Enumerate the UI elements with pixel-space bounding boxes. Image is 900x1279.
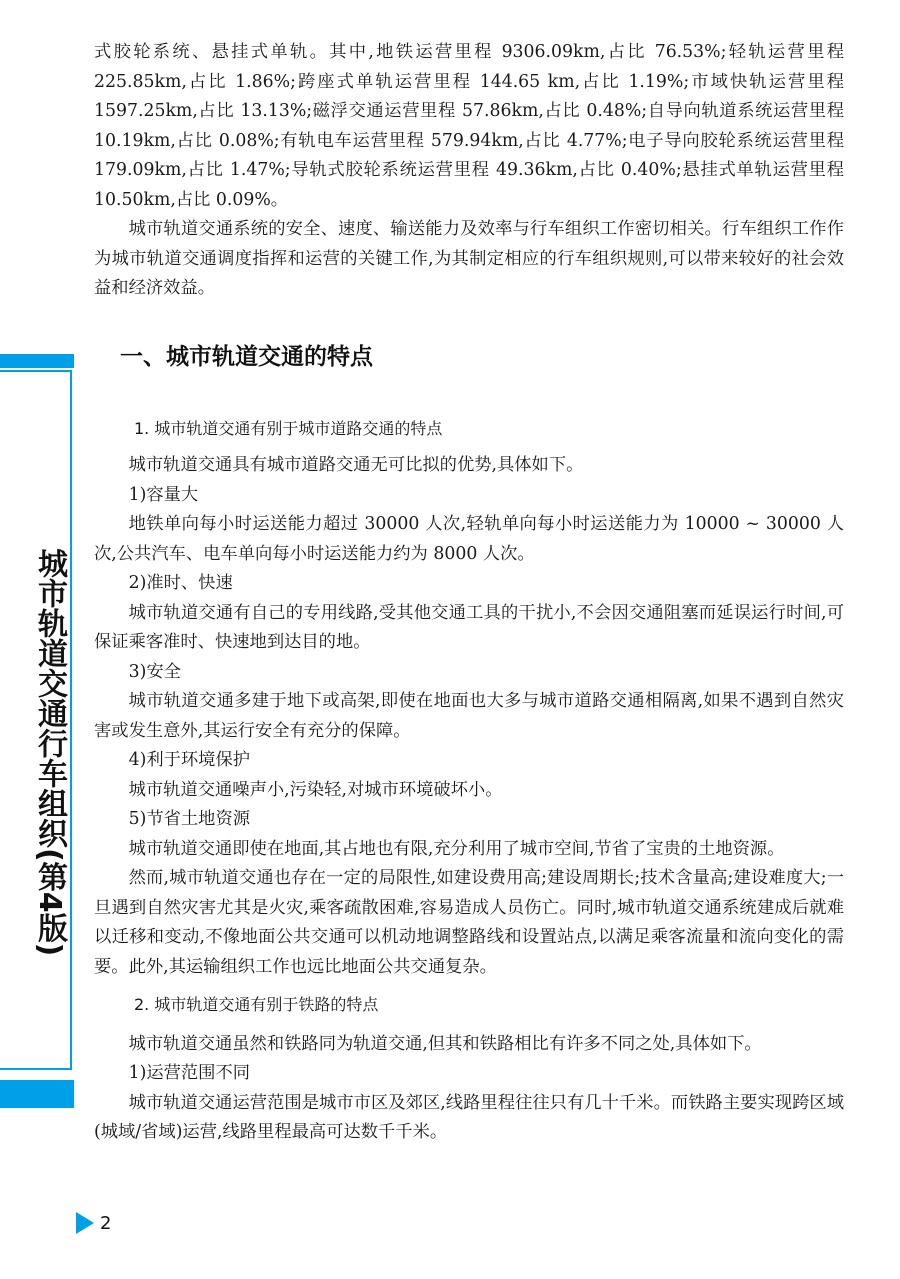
subsection-2-lead: 城市轨道交通虽然和铁路同为轨道交通,但其和铁路相比有许多不同之处,具体如下。 [128,1033,762,1054]
item-text: 地铁单向每小时运送能力超过 30000 人次,轻轨单向每小时运送能力为 10000 ~ 30000 人次,公共汽车、电车单向每小时运送能力约为 8000 人次。 [94,514,844,564]
item-text: 城市轨道交通噪声小,污染轻,对城市环境破坏小。 [128,779,503,800]
item-text: 城市轨道交通多建于地下或高架,即使在地面也大多与城市道路交通相隔离,如果不遇到自然灾害或发生意外,其运行安全有充分的保障。 [94,691,844,741]
intro-paragraph-continued: 式胶轮系统、悬挂式单轨。其中,地铁运营里程 9306.09km,占比 76.53%;轻轨运营里程 225.85km,占比 1.86%;跨座式单轨运营里程 144.65 km,占比 1.19%;市域快轨运营里程 1597.25km,占比 13.13%;磁浮交通运营里程 57.86km,占比 0.48%;自导向轨道系统运营里程10.19km,占比 0.08%;有轨电车运营里程 579.94km,占比 4.77%;电子导向胶轮系统运营里程 179.09km,占比 1.47%;导轨式胶轮系统运营里程 49.36km,占比 0.40%;悬挂式单轨运营里程 10.50km,占比 0.09%。 [94,42,844,210]
page-number: 2 [100,1212,112,1234]
item-text: 城市轨道交通运营范围是城市市区及郊区,线路里程往往只有几十千米。而铁路主要实现跨区域(城域/省域)运营,线路里程最高可达数千千米。 [94,1092,844,1142]
sidebar-book-title: 城市轨道交通行车组织(第4版) [32,548,67,957]
page-content [94,38,844,1148]
subsection-title-2: 2. 城市轨道交通有别于铁路的特点 [134,995,379,1014]
subsection-1-lead: 城市轨道交通具有城市道路交通无可比拟的优势,具体如下。 [128,455,584,475]
intro-paragraph: 城市轨道交通系统的安全、速度、输送能力及效率与行车组织工作密切相关。行车组织工作作为城市轨道交通调度指挥和运营的关键工作,为其制定相应的行车组织规则,可以带来较好的社会效益和经济效益。 [94,219,844,298]
subsection-1-closing: 然而,城市轨道交通也存在一定的局限性,如建设费用高;建设周期长;技术含量高;建设难度大;一旦遇到自然灾害尤其是火灾,乘客疏散困难,容易造成人员伤亡。同时,城市轨道交通系统建成后就难以迁移和变动,不像地面公共交通可以机动地调整路线和设置站点,以满足乘客流量和流向变化的需要。此外,其运输组织工作也远比地面公共交通复杂。 [94,868,844,977]
item-heading: 1)运营范围不同 [128,1063,251,1083]
section-title: 一、城市轨道交通的特点 [120,343,373,370]
subsection-title-1: 1. 城市轨道交通有别于城市道路交通的特点 [134,418,443,438]
sidebar-top-bar [0,354,74,368]
item-text: 城市轨道交通有自己的专用线路,受其他交通工具的干扰小,不会因交通阻塞而延误运行时间,可保证乘客准时、快速地到达目的地。 [94,602,844,652]
item-heading: 5)节省土地资源 [128,809,251,829]
item-heading: 2)准时、快速 [128,573,233,593]
item-heading: 3)安全 [128,661,181,682]
page-arrow-icon [76,1212,94,1234]
item-heading: 4)利于环境保护 [128,750,251,770]
sidebar-bottom-bar [0,1080,74,1108]
page-footer [76,1212,111,1234]
item-text: 城市轨道交通即使在地面,其占地也有限,充分利用了城市空间,节省了宝贵的土地资源。 [128,838,785,859]
item-heading: 1)容量大 [128,484,199,505]
